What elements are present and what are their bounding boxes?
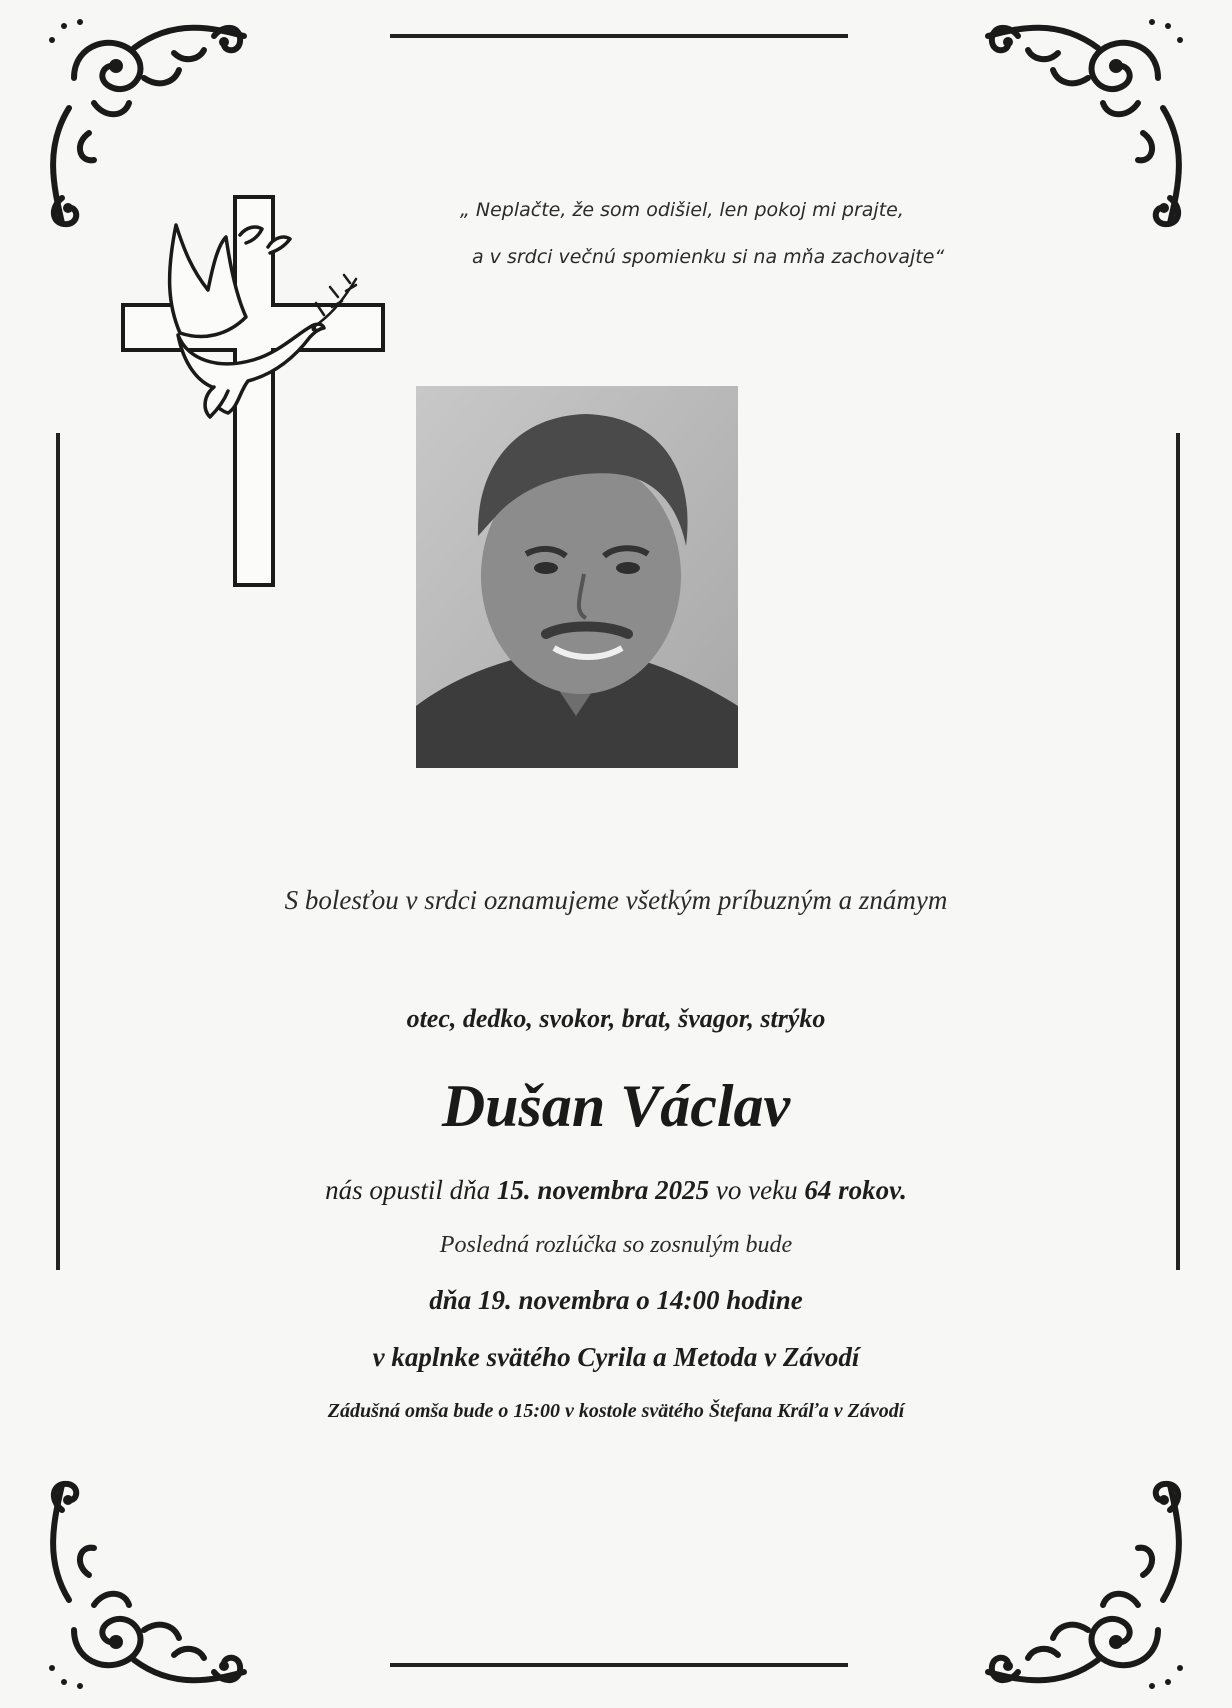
deceased-name: Dušan Václav: [441, 1073, 791, 1139]
death-line: [0, 1175, 1232, 1206]
right-border-line: [1176, 433, 1180, 1270]
top-border-line: [390, 34, 848, 38]
corner-flourish-bottom-left-icon: [34, 1470, 264, 1700]
quote-line-2: a v srdci večnú spomienku si na mňa zachovajte“: [472, 246, 945, 268]
age-prefix: vo veku: [715, 1175, 798, 1205]
left-border-line: [56, 433, 60, 1270]
farewell-place: v kaplnke svätého Cyrila a Metoda v Závodí: [372, 1342, 860, 1372]
relations-text: otec, dedko, svokor, brat, švagor, strýko: [406, 1004, 826, 1033]
death-date: 15. novembra 2025: [496, 1175, 710, 1205]
age: 64 rokov.: [804, 1175, 907, 1205]
quote-line-1: „ Neplačte, že som odišiel, len pokoj mi prajte,: [460, 199, 904, 221]
cross-with-dove-icon: [118, 195, 388, 590]
death-prefix: nás opustil dňa: [325, 1175, 491, 1205]
farewell-date: dňa 19. novembra o 14:00 hodine: [429, 1285, 803, 1315]
portrait-photo: [416, 386, 738, 768]
corner-flourish-bottom-right-icon: [968, 1470, 1198, 1700]
bottom-border-line: [390, 1663, 848, 1667]
farewell-intro: Posledná rozlúčka so zosnulým bude: [439, 1232, 793, 1258]
intro-text: S bolesťou v srdci oznamujeme všetkým príbuzným a známym: [284, 885, 948, 915]
corner-flourish-top-right-icon: [968, 8, 1198, 238]
mass-info: Zádušná omša bude o 15:00 v kostole svätého Štefana Kráľa v Závodí: [327, 1400, 905, 1422]
